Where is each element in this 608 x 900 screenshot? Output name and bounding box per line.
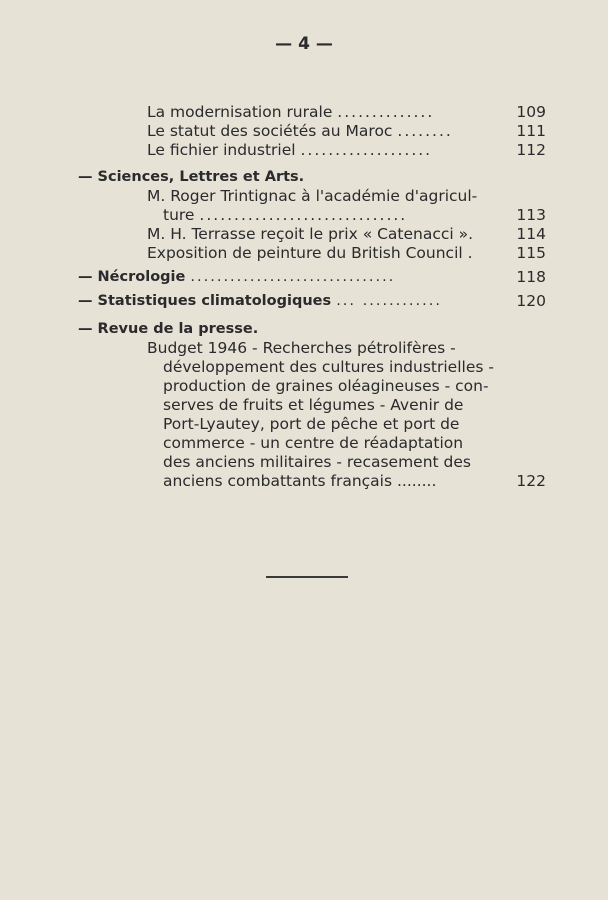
toc-entry-title: La modernisation rurale: [147, 103, 333, 121]
toc-entry: M. H. Terrasse reçoit le prix « Catenacci ».: [147, 225, 474, 243]
leader-dots: ..............................: [199, 206, 408, 224]
leader-dots: ........: [397, 122, 453, 140]
page-number-header: — 4 —: [275, 34, 333, 54]
toc-entry: M. Roger Trintignac à l'académie d'agricul-: [147, 187, 478, 205]
toc-entry: [147, 141, 432, 160]
section-heading-sciences: — Sciences, Lettres et Arts.: [78, 169, 305, 185]
toc-page-number: 118: [516, 268, 546, 286]
toc-entry-line: développement des cultures industrielles -: [163, 358, 494, 376]
toc-entry: [163, 206, 407, 225]
toc-entry-title: ture: [163, 206, 195, 224]
leader-dots: ...................: [300, 141, 433, 159]
section-label: — Statistiques climatologiques: [78, 293, 332, 309]
toc-entry: Exposition de peinture du British Council .: [147, 244, 473, 262]
section-label: — Nécrologie: [78, 269, 186, 285]
toc-page-number: 112: [516, 141, 546, 159]
toc-entry-line: production de graines oléagineuses - con-: [163, 377, 489, 395]
toc-page-number: 115: [516, 244, 546, 262]
toc-page-number: 122: [516, 472, 546, 490]
toc-entry: [147, 103, 434, 122]
closing-rule: [266, 576, 348, 578]
toc-entry-line: anciens combattants français ........: [163, 472, 437, 490]
section-heading-necrologie: [78, 268, 395, 287]
section-heading-statistiques: [78, 292, 442, 311]
toc-entry-line: Port-Lyautey, port de pêche et port de: [163, 415, 460, 433]
toc-page-number: 113: [516, 206, 546, 224]
toc-page-number: 111: [516, 122, 546, 140]
toc-entry-line: serves de fruits et légumes - Avenir de: [163, 396, 464, 414]
toc-entry-line: des anciens militaires - recasement des: [163, 453, 471, 471]
toc-entry-line: Budget 1946 - Recherches pétrolifères -: [147, 339, 456, 357]
toc-page-number: 120: [516, 292, 546, 310]
toc-entry-title: Le statut des sociétés au Maroc: [147, 122, 393, 140]
leader-dots: ..............: [337, 103, 435, 121]
toc-entry-line: commerce - un centre de réadaptation: [163, 434, 464, 452]
leader-dots: ... ............: [336, 293, 442, 309]
toc-page-number: 114: [516, 225, 546, 243]
toc-entry: [147, 122, 453, 141]
toc-page-number: 109: [516, 103, 546, 121]
section-heading-revue: — Revue de la presse.: [78, 321, 259, 337]
toc-entry-title: Le fichier industriel: [147, 141, 296, 159]
leader-dots: ...............................: [190, 269, 396, 285]
